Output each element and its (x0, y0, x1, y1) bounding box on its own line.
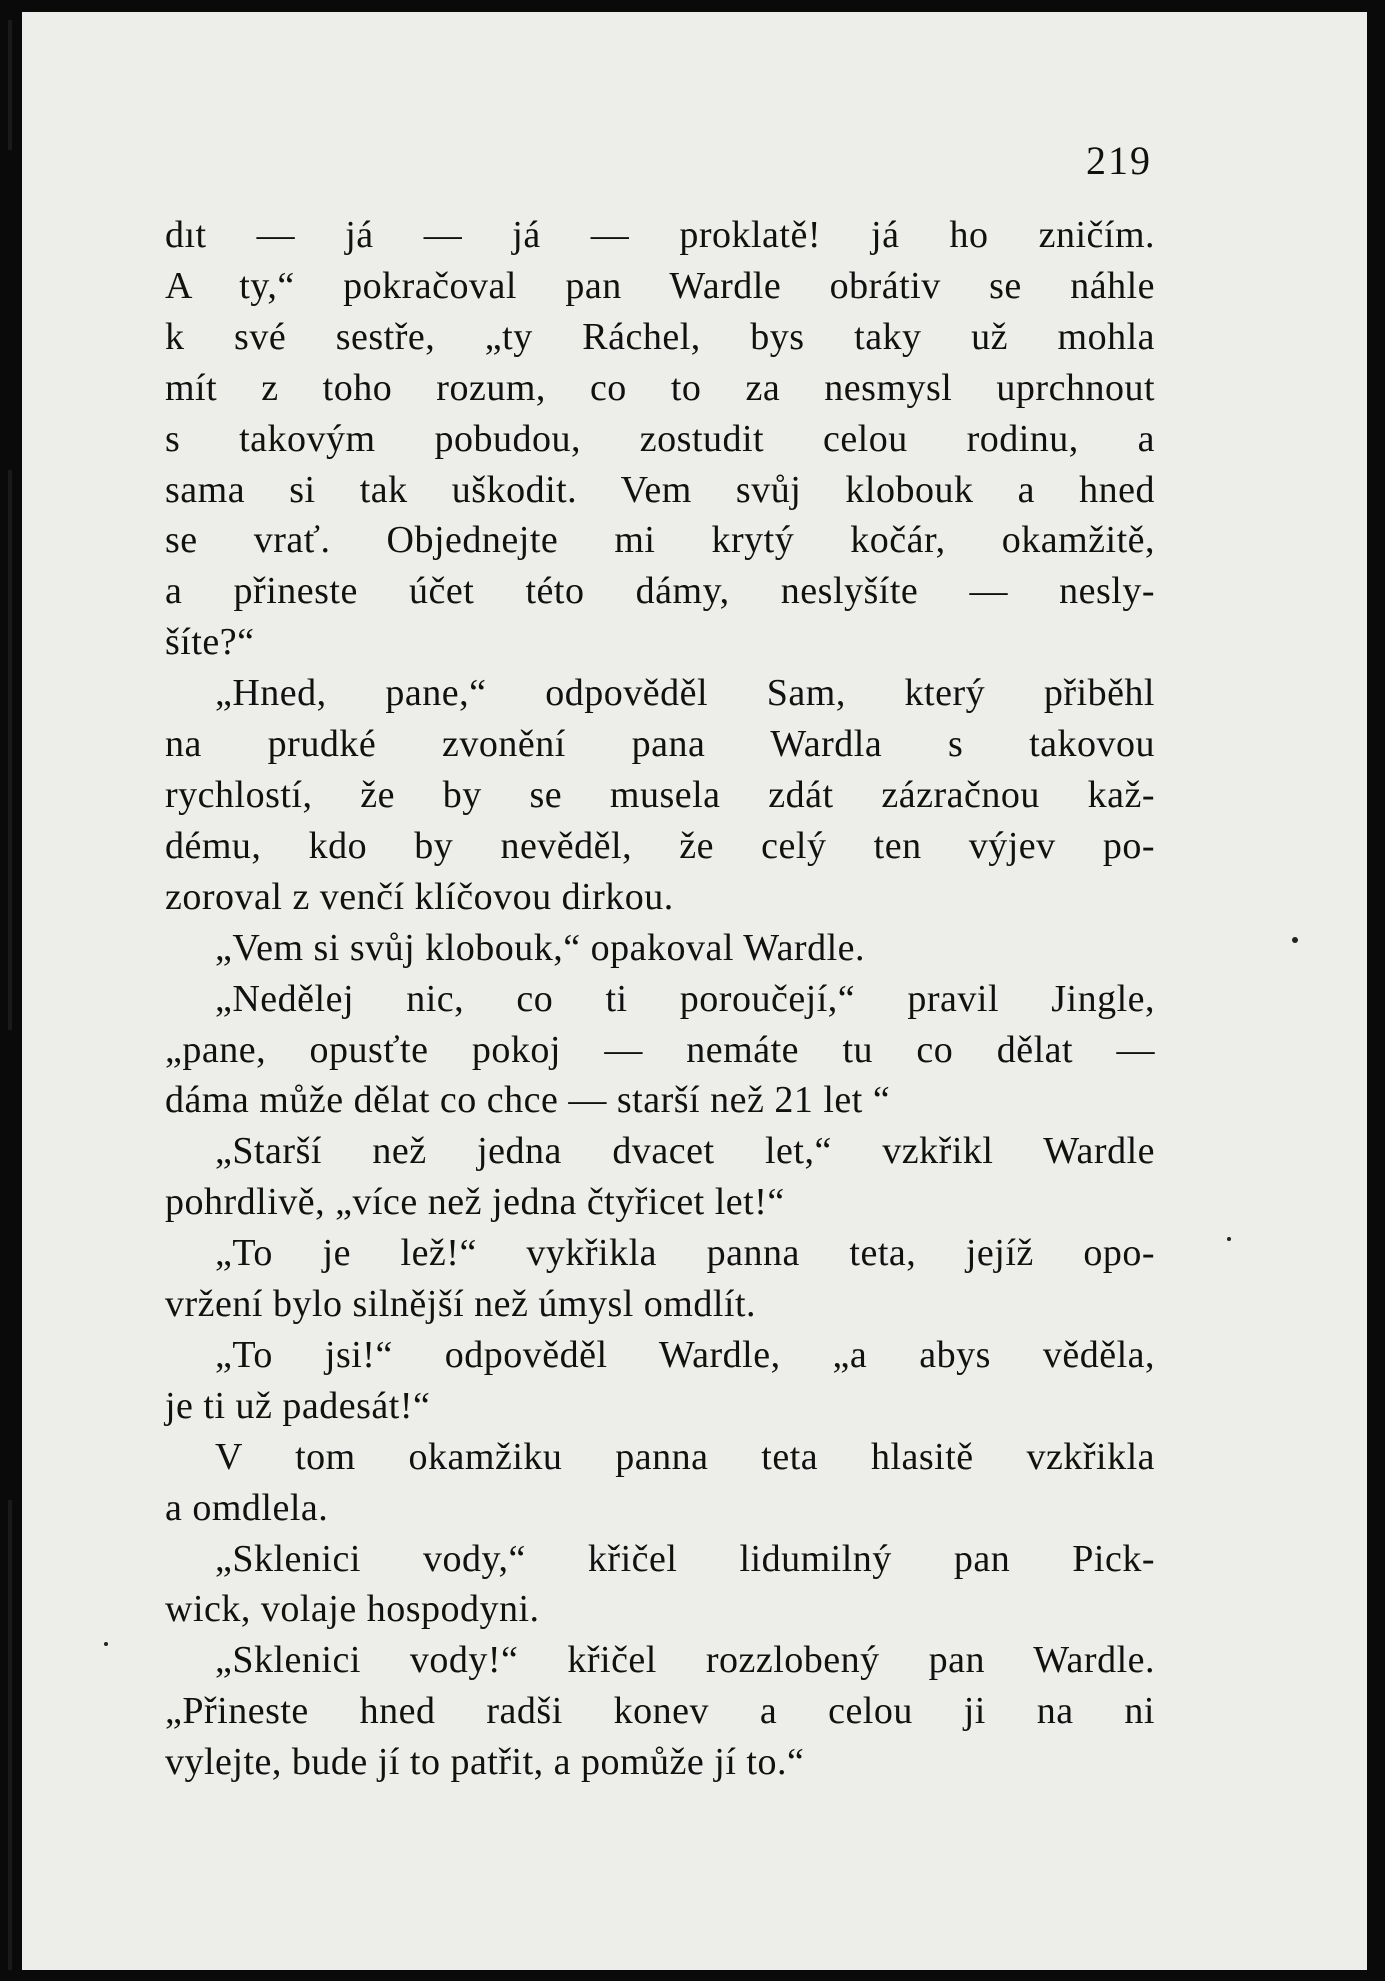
scan-speck (104, 1642, 108, 1646)
text-line: pohrdlivě, „více než jedna čtyřicet let!“ (165, 1181, 785, 1224)
text-line: „Sklenici vody!“ křičel rozzlobený pan Wardle. (215, 1639, 1155, 1682)
text-line: dáma může dělat co chce — starší než 21 let “ (165, 1079, 891, 1122)
text-line: V tom okamžiku panna teta hlasitě vzkřikla (215, 1435, 1155, 1478)
text-line: mít z toho rozum, co to za nesmysl uprchnout (165, 366, 1155, 409)
binding-mark (8, 20, 12, 150)
text-line: rychlostí, že by se musela zdát zázračnou kaž- (165, 773, 1155, 816)
text-line: a omdlela. (165, 1486, 329, 1529)
text-line: šíte?“ (165, 621, 255, 664)
binding-mark (8, 1500, 12, 1970)
text-line: „Nedělej nic, co ti poroučejí,“ pravil Jingle, (215, 977, 1155, 1020)
text-line: a přineste účet této dámy, neslyšíte — nesly- (165, 570, 1155, 613)
text-line: „pane, opusťte pokoj — nemáte tu co dělat — (165, 1028, 1155, 1071)
text-line: wick, volaje hospodyni. (165, 1588, 540, 1631)
text-line: zoroval z venčí klíčovou dirkou. (165, 875, 674, 918)
book-page (22, 12, 1367, 1970)
text-line: „Přineste hned radši konev a celou ji na ni (165, 1690, 1155, 1733)
page-number: 219 (1086, 138, 1152, 183)
text-line: dému, kdo by nevěděl, že celý ten výjev po- (165, 824, 1155, 867)
text-line: je ti už padesát!“ (165, 1384, 431, 1427)
text-line: „Vem si svůj klobouk,“ opakoval Wardle. (215, 926, 866, 969)
binding-mark (8, 470, 12, 1030)
text-line: se vrať. Objednejte mi krytý kočár, okamžitě, (165, 519, 1155, 562)
text-line: vržení bylo silnější než úmysl omdlít. (165, 1283, 757, 1326)
text-line: A ty,“ pokračoval pan Wardle obrátiv se náhle (165, 264, 1155, 307)
text-line: „Hned, pane,“ odpověděl Sam, který přiběhl (215, 672, 1155, 715)
scan-speck (1292, 937, 1298, 943)
text-line: „To jsi!“ odpověděl Wardle, „a abys věděla, (215, 1333, 1155, 1376)
text-line: „Starší než jedna dvacet let,“ vzkřikl Wardle (215, 1130, 1155, 1173)
scan-speck (1227, 1237, 1231, 1241)
body-text (165, 210, 1155, 1788)
text-line: k své sestře, „ty Ráchel, bys taky už mohla (165, 315, 1155, 358)
text-line: „To je lež!“ vykřikla panna teta, jejíž opo- (215, 1232, 1155, 1275)
text-line: sama si tak uškodit. Vem svůj klobouk a hned (165, 468, 1155, 511)
text-line: s takovým pobudou, zostudit celou rodinu, a (165, 417, 1155, 460)
text-line: vylejte, bude jí to patřit, a pomůže jí to.“ (165, 1741, 805, 1784)
scan-left-edge (0, 0, 22, 1981)
text-line: „Sklenici vody,“ křičel lidumilný pan Pick- (215, 1537, 1155, 1580)
text-line: dıt — já — já — proklatě! já ho zničím. (165, 214, 1155, 256)
text-line: na prudké zvonění pana Wardla s takovou (165, 723, 1155, 766)
